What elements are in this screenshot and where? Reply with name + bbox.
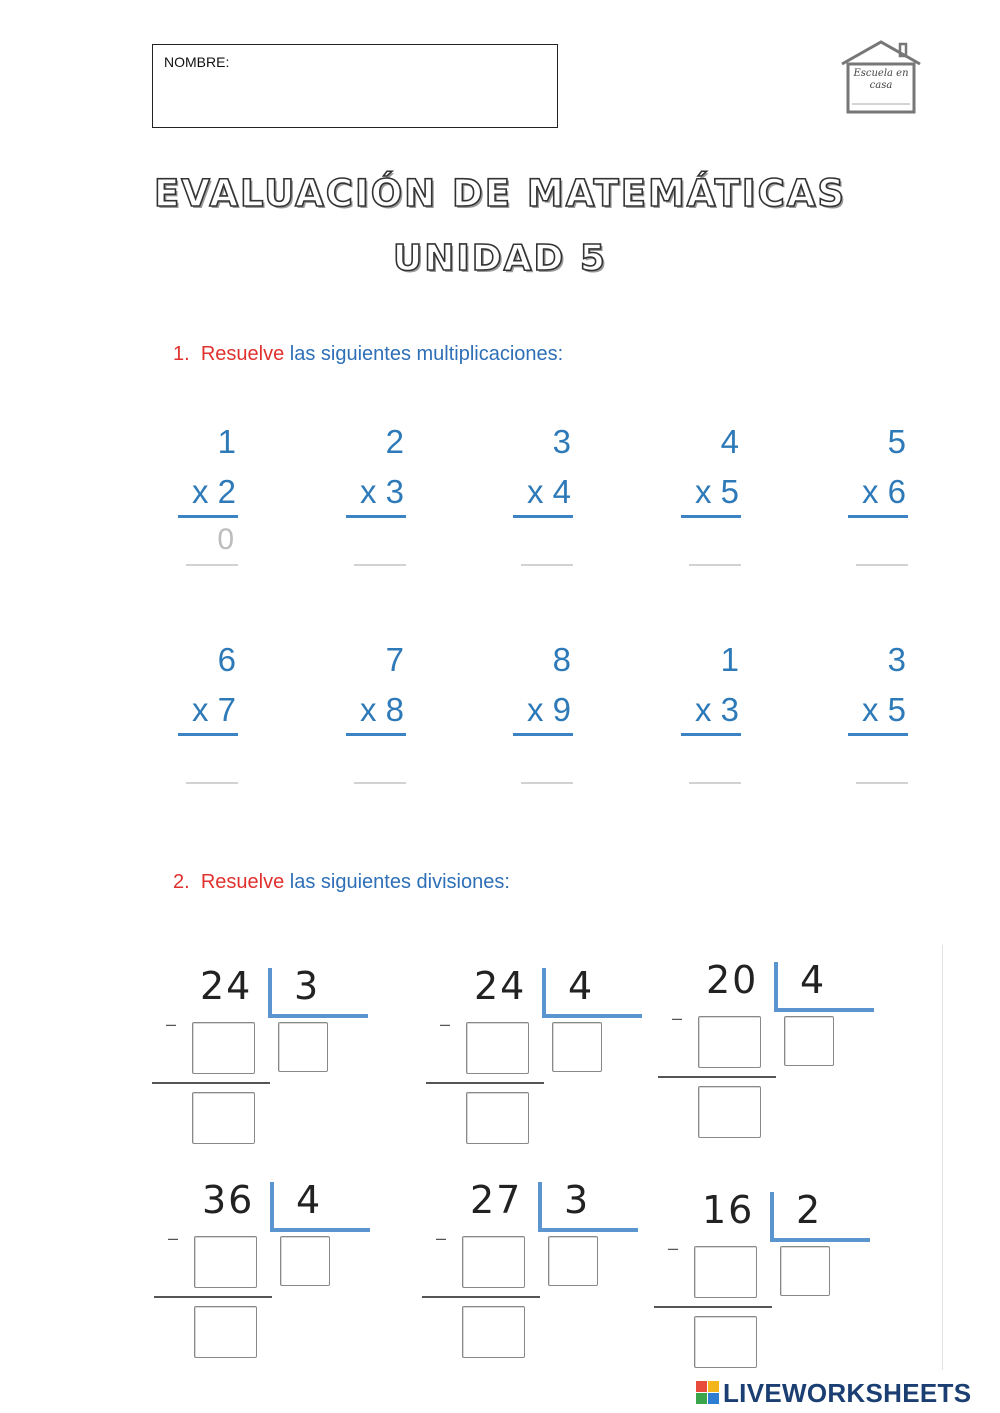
division-bracket bbox=[538, 1228, 638, 1232]
name-label: NOMBRE: bbox=[164, 54, 230, 70]
division-bracket bbox=[542, 1014, 642, 1018]
operation-line bbox=[681, 733, 741, 736]
division-bracket bbox=[770, 1192, 774, 1242]
quotient-input[interactable] bbox=[780, 1246, 830, 1296]
multiplicand: 3 bbox=[887, 641, 906, 678]
dividend: 16 bbox=[702, 1188, 755, 1232]
subtraction-line bbox=[658, 1076, 776, 1078]
dividend: 20 bbox=[706, 958, 759, 1002]
division-bracket bbox=[270, 1182, 274, 1232]
division-bracket bbox=[538, 1182, 542, 1232]
section-verb: Resuelve bbox=[200, 343, 285, 365]
quotient-input[interactable] bbox=[784, 1016, 834, 1066]
operation-line bbox=[346, 733, 406, 736]
answer-line bbox=[521, 564, 573, 566]
answer-line bbox=[354, 564, 406, 566]
multiplicand: 2 bbox=[385, 423, 404, 460]
multiplication-problem bbox=[842, 423, 914, 583]
multiplier: x 2 bbox=[191, 473, 236, 510]
product-input[interactable] bbox=[194, 1236, 257, 1288]
subtraction-line bbox=[422, 1296, 540, 1298]
dividend: 24 bbox=[200, 964, 253, 1008]
section-instruction: las siguientes divisiones: bbox=[289, 871, 510, 893]
quotient-input[interactable] bbox=[280, 1236, 330, 1286]
dividend: 24 bbox=[474, 964, 527, 1008]
division-bracket bbox=[774, 1008, 874, 1012]
page-subtitle: UNIDAD 5 bbox=[393, 238, 607, 279]
division-bracket bbox=[268, 968, 272, 1018]
operation-line bbox=[848, 733, 908, 736]
minus-sign: – bbox=[440, 1014, 451, 1034]
divisor: 4 bbox=[568, 964, 593, 1008]
remainder-input[interactable] bbox=[462, 1306, 525, 1358]
section-verb: Resuelve bbox=[200, 871, 285, 893]
quotient-input[interactable] bbox=[552, 1022, 602, 1072]
section-number: 2. bbox=[173, 871, 190, 893]
product-input[interactable] bbox=[466, 1022, 529, 1074]
remainder-input[interactable] bbox=[192, 1092, 255, 1144]
division-bracket bbox=[542, 968, 546, 1018]
answer-field[interactable]: 0 bbox=[217, 523, 234, 556]
divisor: 2 bbox=[796, 1188, 821, 1232]
name-box[interactable] bbox=[152, 44, 558, 128]
multiplier: x 3 bbox=[694, 691, 739, 728]
product-input[interactable] bbox=[462, 1236, 525, 1288]
page-title: EVALUACIÓN DE MATEMÁTICAS bbox=[153, 172, 847, 215]
subtraction-line bbox=[426, 1082, 544, 1084]
operation-line bbox=[848, 515, 908, 518]
answer-line bbox=[856, 782, 908, 784]
multiplicand: 1 bbox=[720, 641, 739, 678]
quotient-input[interactable] bbox=[548, 1236, 598, 1286]
division-problem bbox=[654, 1188, 884, 1378]
multiplication-problem bbox=[507, 641, 579, 801]
minus-sign: – bbox=[168, 1228, 179, 1248]
multiplication-problem bbox=[172, 641, 244, 801]
remainder-input[interactable] bbox=[698, 1086, 761, 1138]
dividend: 36 bbox=[202, 1178, 255, 1222]
multiplier: x 5 bbox=[861, 691, 906, 728]
multiplication-problem bbox=[675, 423, 747, 583]
multiplier: x 8 bbox=[359, 691, 404, 728]
multiplication-problem bbox=[340, 423, 412, 583]
division-problem bbox=[422, 1178, 652, 1368]
product-input[interactable] bbox=[694, 1246, 757, 1298]
operation-line bbox=[513, 733, 573, 736]
multiplicand: 6 bbox=[217, 641, 236, 678]
section-number: 1. bbox=[173, 343, 190, 365]
minus-sign: – bbox=[672, 1008, 683, 1028]
operation-line bbox=[513, 515, 573, 518]
divisor: 4 bbox=[800, 958, 825, 1002]
multiplicand: 4 bbox=[720, 423, 739, 460]
operation-line bbox=[681, 515, 741, 518]
remainder-input[interactable] bbox=[466, 1092, 529, 1144]
answer-line bbox=[689, 564, 741, 566]
subtraction-line bbox=[152, 1082, 270, 1084]
divisor: 3 bbox=[294, 964, 319, 1008]
section-heading-divisions bbox=[173, 871, 510, 894]
school-logo bbox=[838, 38, 924, 118]
multiplication-problem bbox=[172, 423, 244, 583]
multiplier: x 9 bbox=[526, 691, 571, 728]
page-divider bbox=[942, 945, 943, 1370]
division-bracket bbox=[268, 1014, 368, 1018]
logo-text: Escuela en bbox=[853, 68, 909, 79]
section-instruction: las siguientes multiplicaciones: bbox=[289, 343, 564, 365]
operation-line bbox=[346, 515, 406, 518]
division-problem bbox=[152, 964, 382, 1154]
logo-text: casa bbox=[869, 80, 893, 91]
multiplication-problem bbox=[507, 423, 579, 583]
division-problem bbox=[658, 958, 888, 1148]
minus-sign: – bbox=[436, 1228, 447, 1248]
answer-line bbox=[521, 782, 573, 784]
division-bracket bbox=[770, 1238, 870, 1242]
answer-line bbox=[689, 782, 741, 784]
answer-line bbox=[186, 782, 238, 784]
multiplicand: 1 bbox=[217, 423, 236, 460]
operation-line bbox=[178, 733, 238, 736]
answer-line bbox=[856, 564, 908, 566]
multiplication-problem bbox=[675, 641, 747, 801]
product-input[interactable] bbox=[192, 1022, 255, 1074]
multiplicand: 5 bbox=[887, 423, 906, 460]
multiplier: x 3 bbox=[359, 473, 404, 510]
division-bracket bbox=[774, 962, 778, 1012]
quotient-input[interactable] bbox=[278, 1022, 328, 1072]
subtraction-line bbox=[654, 1306, 772, 1308]
division-bracket bbox=[270, 1228, 370, 1232]
division-problem bbox=[426, 964, 656, 1154]
subtraction-line bbox=[154, 1296, 272, 1298]
multiplier: x 7 bbox=[191, 691, 236, 728]
operation-line bbox=[178, 515, 238, 518]
minus-sign: – bbox=[166, 1014, 177, 1034]
division-problem bbox=[154, 1178, 384, 1368]
multiplier: x 4 bbox=[526, 473, 571, 510]
divisor: 4 bbox=[296, 1178, 321, 1222]
multiplication-problem bbox=[340, 641, 412, 801]
multiplier: x 5 bbox=[694, 473, 739, 510]
multiplicand: 8 bbox=[552, 641, 571, 678]
dividend: 27 bbox=[470, 1178, 523, 1222]
remainder-input[interactable] bbox=[194, 1306, 257, 1358]
liveworksheets-icon bbox=[696, 1381, 720, 1405]
minus-sign: – bbox=[668, 1238, 679, 1258]
brand-name: LIVEWORKSHEETS bbox=[723, 1378, 972, 1408]
multiplicand: 7 bbox=[385, 641, 404, 678]
product-input[interactable] bbox=[698, 1016, 761, 1068]
section-heading-multiplications bbox=[173, 343, 563, 366]
divisor: 3 bbox=[564, 1178, 589, 1222]
multiplicand: 3 bbox=[552, 423, 571, 460]
answer-line bbox=[186, 564, 238, 566]
remainder-input[interactable] bbox=[694, 1316, 757, 1368]
answer-line bbox=[354, 782, 406, 784]
multiplier: x 6 bbox=[861, 473, 906, 510]
multiplication-problem bbox=[842, 641, 914, 801]
